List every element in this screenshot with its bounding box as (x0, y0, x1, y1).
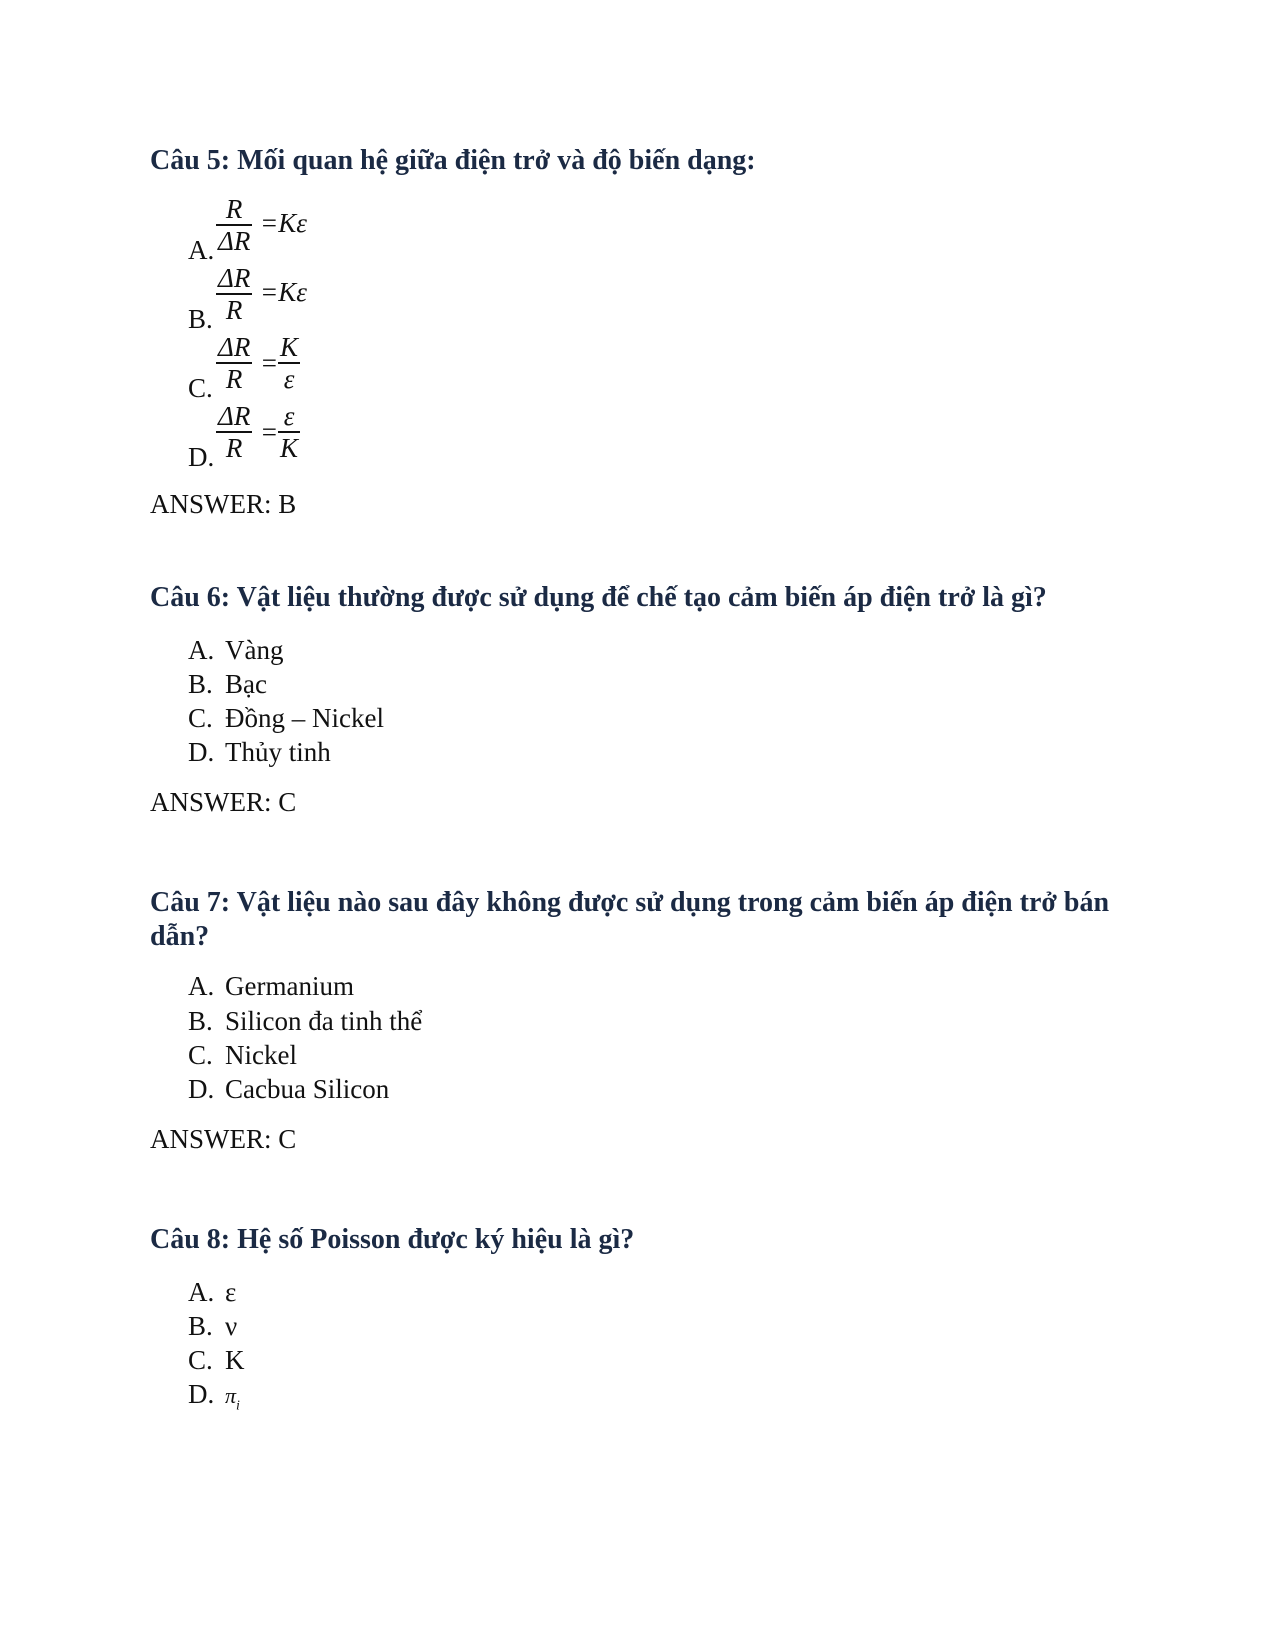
fraction-left (216, 401, 252, 463)
fraction (216, 263, 252, 325)
fraction-right (278, 401, 300, 463)
option-letter: B. (188, 1311, 213, 1341)
fraction-numerator: R (225, 194, 243, 224)
equation-rhs: =Kε (260, 208, 307, 238)
fraction-numerator: ΔR (218, 332, 251, 362)
question-8-title: Câu 8: Hệ số Poisson được ký hiệu là gì? (150, 1224, 635, 1255)
question-6-option-a (188, 634, 283, 666)
equals-sign: = (260, 348, 279, 378)
option-letter: D. (188, 442, 215, 472)
option-letter: A. (188, 235, 215, 265)
question-5-option-d (188, 401, 388, 473)
question-8-option-c (188, 1344, 245, 1376)
fraction-denominator: ε (278, 362, 300, 394)
option-letter: A. (188, 635, 215, 665)
question-5-title: Câu 5: Mối quan hệ giữa điện trở và độ biến dạng: (150, 145, 756, 176)
question-5-answer: ANSWER: B (150, 489, 297, 519)
question-7-option-a (188, 970, 354, 1002)
fraction (216, 194, 252, 256)
option-letter: B. (188, 669, 213, 699)
question-8-option-a (188, 1276, 236, 1308)
option-text: Nickel (225, 1040, 297, 1070)
question-6-option-d (188, 736, 331, 768)
option-letter: A. (188, 1277, 215, 1307)
question-6-title: Câu 6: Vật liệu thường được sử dụng để chế tạo cảm biến áp điện trở là gì? (150, 582, 1047, 613)
question-5-option-b (188, 263, 388, 335)
question-8-option-b (188, 1310, 237, 1342)
equals-sign: = (260, 417, 279, 447)
fraction-left (216, 332, 252, 394)
fraction-numerator: ε (283, 401, 295, 431)
option-letter: D. (188, 737, 215, 767)
option-letter: C. (188, 703, 213, 733)
option-text: ε (225, 1277, 237, 1307)
fraction-right (278, 332, 300, 394)
option-subscript: i (236, 1398, 240, 1414)
fraction-denominator: R (216, 362, 252, 394)
question-6-answer: ANSWER: C (150, 787, 297, 817)
question-6-option-c (188, 702, 384, 734)
option-letter: A. (188, 971, 215, 1001)
option-text: Vàng (225, 635, 284, 665)
question-7-answer: ANSWER: C (150, 1124, 297, 1154)
question-5-option-c (188, 332, 388, 404)
option-text: π (225, 1383, 237, 1408)
option-letter: C. (188, 373, 213, 403)
option-text: Đồng – Nickel (225, 703, 384, 733)
option-letter: D. (188, 1379, 215, 1409)
option-letter: C. (188, 1040, 213, 1070)
equation-rhs: =Kε (260, 277, 307, 307)
option-text: Thủy tinh (225, 737, 331, 767)
question-5-option-a (188, 194, 388, 266)
option-letter: D. (188, 1074, 215, 1104)
fraction-denominator: R (216, 431, 252, 463)
fraction-denominator: K (280, 433, 299, 463)
fraction-denominator: R (216, 293, 252, 325)
question-6-option-b (188, 668, 267, 700)
option-letter: B. (188, 304, 213, 334)
option-text: Bạc (225, 669, 267, 699)
question-8-option-d (188, 1378, 240, 1422)
question-7-title: Câu 7: Vật liệu nào sau đây không được sử dụng trong cảm biến áp điện trở bán dẫn? (150, 887, 1110, 952)
option-text: ν (225, 1311, 238, 1341)
question-7-option-c (188, 1039, 297, 1071)
fraction-numerator: ΔR (218, 263, 251, 293)
option-text: Cacbua Silicon (225, 1074, 390, 1104)
option-text: K (225, 1345, 245, 1375)
option-letter: B. (188, 1006, 213, 1036)
fraction-numerator: ΔR (218, 401, 251, 431)
option-text: Germanium (225, 971, 354, 1001)
fraction-numerator: K (280, 332, 299, 362)
fraction-denominator: ΔR (218, 226, 251, 256)
option-text: Silicon đa tinh thể (225, 1006, 423, 1036)
question-7-option-b (188, 1005, 422, 1037)
option-letter: C. (188, 1345, 213, 1375)
question-7-option-d (188, 1073, 389, 1105)
